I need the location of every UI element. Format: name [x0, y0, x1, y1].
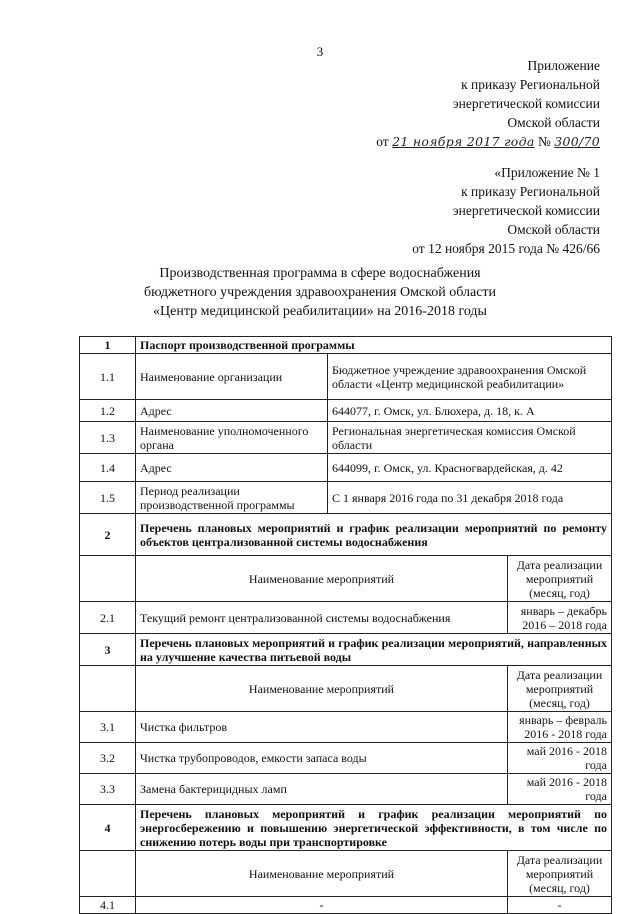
table-row — [80, 482, 612, 514]
handwritten-number: 300/70 — [554, 134, 600, 149]
row-label: Наименование организации — [136, 354, 328, 400]
table-row — [80, 400, 612, 422]
column-header-row — [80, 556, 612, 602]
approval-line: «Приложение № 1 — [494, 165, 600, 180]
approval-line: Приложение — [527, 58, 600, 73]
approval-line: от 12 ноября 2015 года № 426/66 — [412, 241, 600, 256]
row-number: 1.2 — [80, 400, 136, 422]
row-value: Региональная энергетическая комиссия Омской области — [328, 422, 612, 454]
row-number: 4.1 — [80, 897, 136, 914]
activity-date: январь – февраль 2016 - 2018 года — [508, 712, 612, 743]
column-header-name: Наименование мероприятий — [136, 666, 508, 712]
activity-name: - — [136, 897, 508, 914]
section-title: Перечень плановых мероприятий и график реализации мероприятий по ремонту объектов централизованной системы водоснабжения — [136, 514, 612, 556]
approval-line: Омской области — [507, 115, 600, 130]
row-label: Адрес — [136, 454, 328, 482]
row-number: 3.3 — [80, 774, 136, 805]
activity-name: Текущий ремонт централизованной системы водоснабжения — [136, 602, 508, 634]
table-row — [80, 774, 612, 805]
row-number: 1.5 — [80, 482, 136, 514]
empty-cell — [80, 851, 136, 897]
title-line: бюджетного учреждения здравоохранения Омской области — [143, 285, 497, 300]
row-number: 1.1 — [80, 354, 136, 400]
table-row — [80, 712, 612, 743]
column-header-date: Дата реализации мероприятий (месяц, год) — [508, 666, 612, 712]
table-row — [80, 454, 612, 482]
table-row — [80, 602, 612, 634]
column-header-row — [80, 666, 612, 712]
column-header-row — [80, 851, 612, 897]
activity-name: Чистка трубопроводов, емкости запаса воды — [136, 743, 508, 774]
row-number: 2.1 — [80, 602, 136, 634]
row-label: Адрес — [136, 400, 328, 422]
row-number: 3.1 — [80, 712, 136, 743]
table-row — [80, 897, 612, 914]
section-number: 3 — [80, 634, 136, 666]
column-header-date: Дата реализации мероприятий (месяц, год) — [508, 556, 612, 602]
activity-date: май 2016 - 2018 года — [508, 743, 612, 774]
section-title: Перечень плановых мероприятий и график реализации мероприятий, направленных на улучшение качества питьевой воды — [136, 634, 612, 666]
approval-line: энергетической комиссии — [452, 203, 600, 218]
activity-date: январь – декабрь 2016 – 2018 года — [508, 602, 612, 634]
document-title — [0, 264, 640, 321]
section-header — [80, 337, 612, 354]
row-value: 644099, г. Омск, ул. Красногвардейская, д. 42 — [328, 454, 612, 482]
section-header — [80, 634, 612, 666]
section-header — [80, 805, 612, 851]
approval-block-current — [376, 56, 600, 151]
approval-line: к приказу Региональной — [461, 77, 600, 92]
approval-line: энергетической комиссии — [452, 96, 600, 111]
row-label: Наименование уполномоченного органа — [136, 422, 328, 454]
section-title: Перечень плановых мероприятий и график реализации мероприятий по энергосбережению и повышению энергетической эффективности, в том числе по снижению потерь воды при транспортировке — [136, 805, 612, 851]
empty-cell — [80, 556, 136, 602]
row-value: Бюджетное учреждение здравоохранения Омской области «Центр медицинской реабилитации» — [328, 354, 612, 400]
row-number: 1.4 — [80, 454, 136, 482]
date-prefix: от — [376, 134, 389, 149]
approval-line: к приказу Региональной — [461, 184, 600, 199]
row-label: Период реализации производственной программы — [136, 482, 328, 514]
section-number: 1 — [80, 337, 136, 354]
number-sign: № — [537, 134, 551, 149]
row-value: С 1 января 2016 года по 31 декабря 2018 года — [328, 482, 612, 514]
production-program-table — [79, 336, 612, 914]
title-line: Производственная программа в сфере водоснабжения — [159, 266, 481, 281]
section-title: Паспорт производственной программы — [136, 337, 612, 354]
activity-date: май 2016 - 2018 года — [508, 774, 612, 805]
column-header-date: Дата реализации мероприятий (месяц, год) — [508, 851, 612, 897]
table-row — [80, 354, 612, 400]
row-number: 3.2 — [80, 743, 136, 774]
approval-date-line — [376, 132, 600, 151]
handwritten-date: 21 ноября 2017 года — [392, 134, 535, 149]
section-number: 2 — [80, 514, 136, 556]
activity-date: - — [508, 897, 612, 914]
approval-block-original — [412, 163, 600, 258]
column-header-name: Наименование мероприятий — [136, 556, 508, 602]
approval-line: Омской области — [507, 222, 600, 237]
table-row — [80, 422, 612, 454]
page-number: 3 — [316, 44, 324, 59]
title-line: «Центр медицинской реабилитации» на 2016-2018 годы — [153, 304, 487, 319]
row-number: 1.3 — [80, 422, 136, 454]
section-number: 4 — [80, 805, 136, 851]
activity-name: Чистка фильтров — [136, 712, 508, 743]
section-header — [80, 514, 612, 556]
table-row — [80, 743, 612, 774]
activity-name: Замена бактерицидных ламп — [136, 774, 508, 805]
column-header-name: Наименование мероприятий — [136, 851, 508, 897]
empty-cell — [80, 666, 136, 712]
row-value: 644077, г. Омск, ул. Блюхера, д. 18, к. А — [328, 400, 612, 422]
